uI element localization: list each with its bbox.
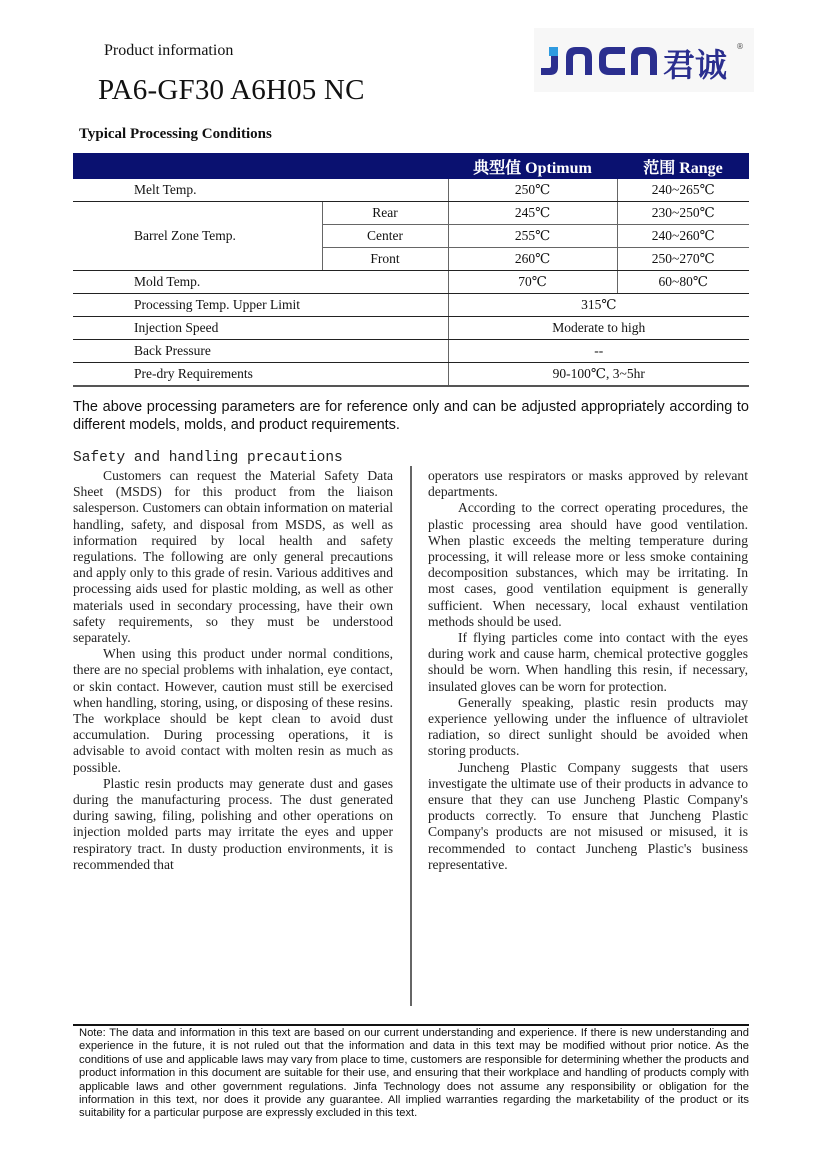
row-label: Barrel Zone Temp. [73, 202, 322, 271]
header-blank [73, 153, 448, 179]
range-value: 240~265℃ [617, 179, 749, 202]
range-value: 250~270℃ [617, 248, 749, 271]
value: 90-100℃, 3~5hr [448, 363, 749, 387]
product-name: PA6-GF30 A6H05 NC [98, 74, 365, 106]
range-value: 240~260℃ [617, 225, 749, 248]
section-title-safety: Safety and handling precautions [73, 450, 343, 466]
table-row-mold-temp [73, 271, 749, 294]
value: -- [448, 340, 749, 363]
column-header-range: 范围 Range [617, 153, 749, 179]
jncn-logo-icon [539, 35, 749, 85]
section-title-processing: Typical Processing Conditions [79, 126, 272, 142]
footer-disclaimer: Note: The data and information in this text are based on our current understanding and experience. If there is new understanding and experience in the future, it is not ruled out that the information and data in this text may be modified without prior notice. As the conditions of use and applicable laws may vary from place to time, customers are responsible for determining whether the products and product information in this document are suitable for their use, and ensuring that their workplace and handling of products comply with applicable laws and other government regulations. Jinfa Technology does not assume any responsibility or obligation for the information in this text, nor does it provide any guarantee. All implied warranties regarding the marketability of the product or its suitability for a particular purpose are expressly excluded in this text. [79, 1027, 749, 1120]
company-logo [534, 28, 754, 92]
paragraph: operators use respirators or masks approved by relevant departments. [428, 468, 748, 500]
product-info-label: Product information [104, 42, 234, 59]
table-row-upper-limit [73, 294, 749, 317]
optimum-value: 255℃ [448, 225, 617, 248]
processing-note: The above processing parameters are for reference only and can be adjusted appropriately according to different models, molds, and product requirements. [73, 399, 749, 433]
safety-left-column [73, 468, 393, 873]
value: Moderate to high [448, 317, 749, 340]
table-row-injection-speed [73, 317, 749, 340]
zone-label: Front [322, 248, 448, 271]
paragraph: When using this product under normal conditions, there are no special problems with inhalation, eye contact, or skin contact. However, caution must still be exercised when handling, storing, using, or disposing of these resins. The workplace should be kept clean to avoid dust accumulation. During processing operations, it is advisable to avoid contact with molten resin as much as possible. [73, 646, 393, 775]
row-label: Mold Temp. [73, 271, 448, 294]
optimum-value: 70℃ [448, 271, 617, 294]
table-row-melt-temp [73, 179, 749, 202]
paragraph: Generally speaking, plastic resin products may experience yellowing under the influence of ultraviolet radiation, so direct sunlight should be avoided when storing products. [428, 694, 748, 759]
range-value: 60~80℃ [617, 271, 749, 294]
safety-right-column [428, 468, 748, 873]
svg-text:君诚: 君诚 [663, 46, 728, 84]
table-row-predry [73, 363, 749, 387]
table-row-barrel-rear [73, 202, 749, 225]
optimum-value: 250℃ [448, 179, 617, 202]
paragraph: According to the correct operating procedures, the plastic processing area should have good ventilation. When plastic exceeds the melting temperature during processing, it will release more or less smoke containing decomposition substances, which may be irritating. In most cases, good ventilation equipment is generally sufficient. When necessary, local exhaust ventilation methods should be used. [428, 500, 748, 629]
svg-text:®: ® [736, 42, 744, 51]
paragraph: Customers can request the Material Safety Data Sheet (MSDS) for this product from the liaison salesperson. Customers can obtain information on material handling, safety, and disposal from MSDS, as well as information required by local health and safety regulations. The following are only general precautions and apply only to this grade of resin. Various additives and processing aids used for plastic molding, as well as other materials used in secondary processing, have their own safety requirements, so they must be understood separately. [73, 468, 393, 646]
processing-conditions-table [73, 153, 749, 387]
optimum-value: 260℃ [448, 248, 617, 271]
column-divider [410, 466, 412, 1006]
optimum-value: 245℃ [448, 202, 617, 225]
paragraph: If flying particles come into contact with the eyes during work and cause harm, chemical protective goggles should be worn. When handling this resin, if necessary, insulated gloves can be worn for protection. [428, 630, 748, 694]
column-header-optimum: 典型值 Optimum [448, 153, 617, 179]
footer-divider [73, 1024, 749, 1026]
range-value: 230~250℃ [617, 202, 749, 225]
value: 315℃ [448, 294, 749, 317]
paragraph: Plastic resin products may generate dust and gases during the manufacturing process. The dust generated during sawing, filing, polishing and other operations on injection molded parts may irritate the eyes and upper respiratory tract. In dusty production environments, it is recommended that [73, 775, 393, 872]
row-label: Pre-dry Requirements [73, 363, 448, 387]
row-label: Processing Temp. Upper Limit [73, 294, 448, 317]
zone-label: Center [322, 225, 448, 248]
row-label: Melt Temp. [73, 179, 448, 202]
row-label: Injection Speed [73, 317, 448, 340]
table-row-back-pressure [73, 340, 749, 363]
zone-label: Rear [322, 202, 448, 225]
paragraph: Juncheng Plastic Company suggests that users investigate the ultimate use of their products in advance to ensure that they can use Juncheng Plastic Company's products correctly. To ensure that Juncheng Plastic Company's products are not misused or misused, it is recommended to contact Juncheng Plastic's business representative. [428, 759, 748, 872]
table-header-row [73, 153, 749, 179]
row-label: Back Pressure [73, 340, 448, 363]
